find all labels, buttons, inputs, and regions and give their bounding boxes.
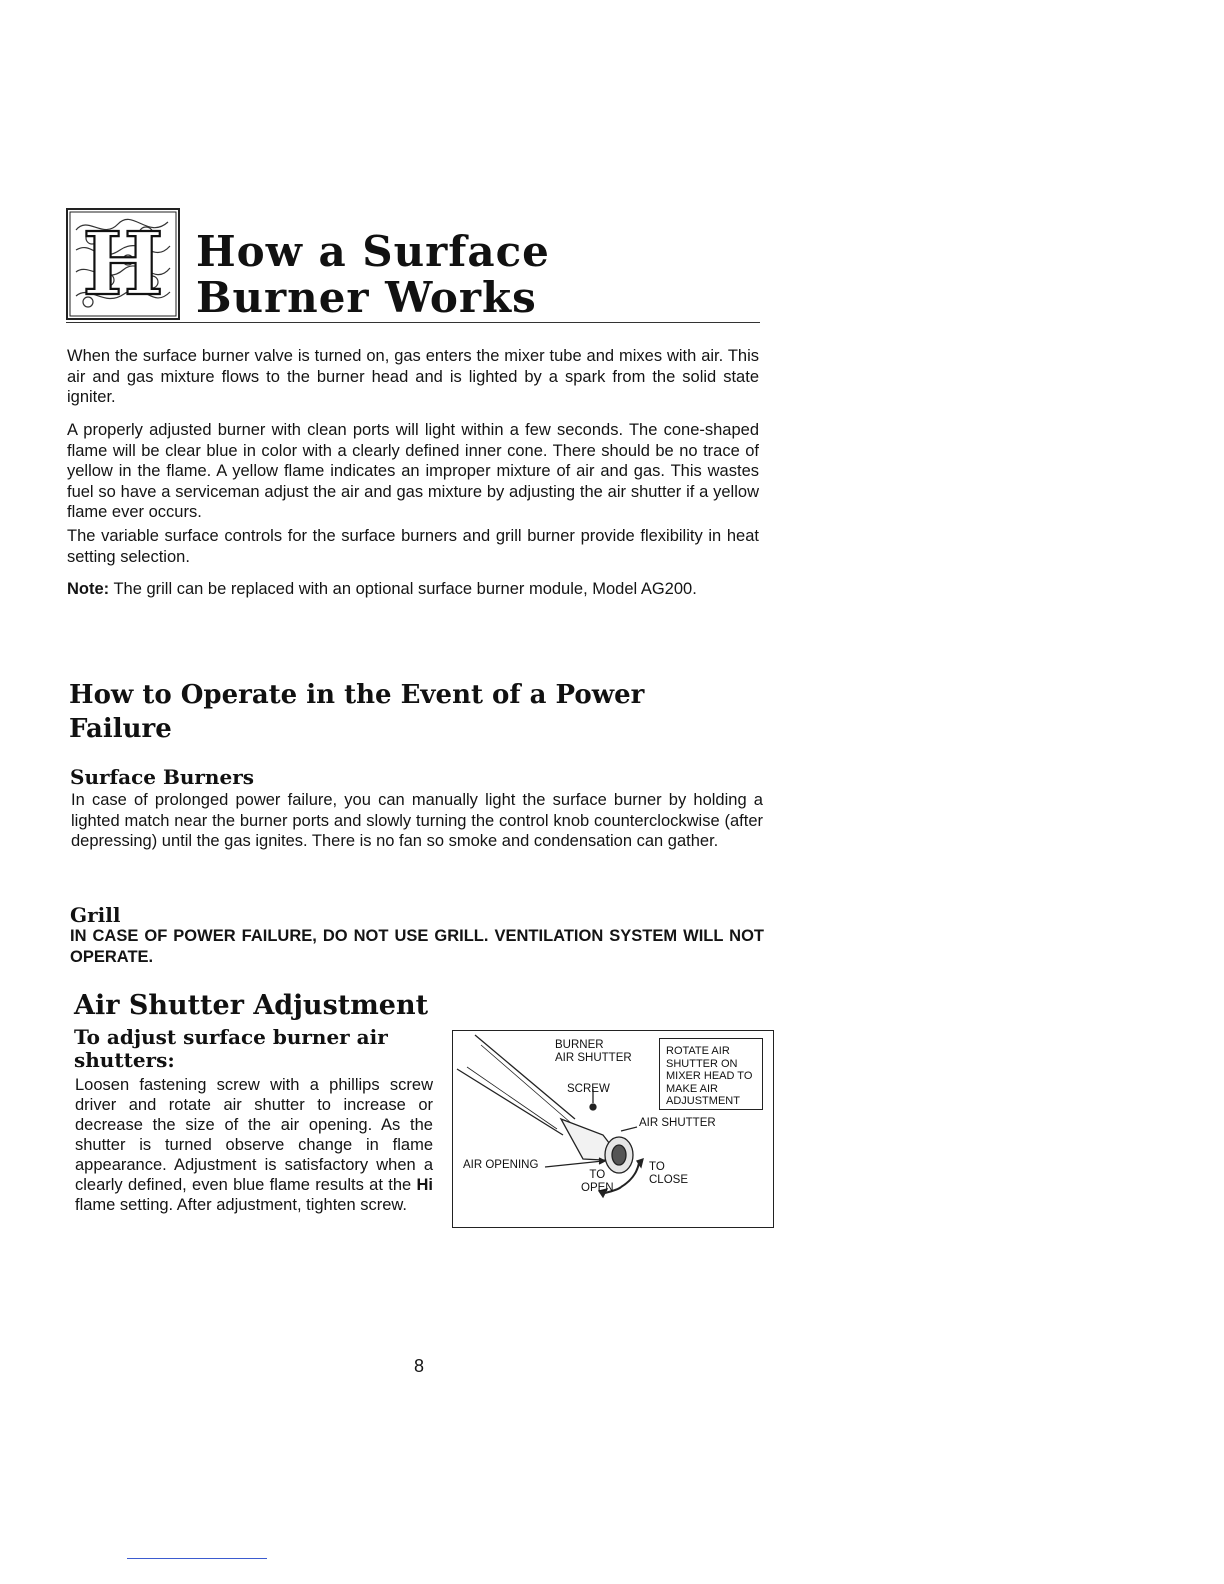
rotate-callout-text: ROTATE AIR SHUTTER ON MIXER HEAD TO MAKE AIR ADJUSTMENT xyxy=(666,1045,753,1107)
air-shutter-diagram xyxy=(452,1030,774,1228)
decorative-dropcap xyxy=(66,208,180,320)
page-title-line-1: How a Surface xyxy=(196,227,550,276)
svg-text:H: H xyxy=(82,214,164,315)
intro-paragraph-2: A properly adjusted burner with clean ports will light within a few seconds. The cone-shaped flame will be clear blue in color with a clearly defined inner cone. There should be no trace of yellow in the flame. A yellow flame indicates an improper mixture of air and gas. This wastes fuel so have a serviceman adjust the air and gas mixture by adjusting the air shutter if a yellow flame ever occurs. xyxy=(67,421,759,521)
ornament-icon xyxy=(68,210,178,318)
note-text: The grill can be replaced with an optional surface burner module, Model AG200. xyxy=(109,580,697,598)
note-paragraph xyxy=(67,579,759,600)
grill-heading: Grill xyxy=(70,903,121,927)
burner-air-shutter-label: BURNER AIR SHUTTER xyxy=(555,1039,632,1064)
instructions-part-1: Loosen fastening screw with a phillips screw driver and rotate air shutter to increase or decrease the size of the air opening. As the shutter is turned observe change in flame appearance. Adjustment is satisfactory when a clearly defined, even blue flame results at the xyxy=(75,1076,433,1194)
page-title-line-2: Burner Works xyxy=(196,273,537,322)
power-failure-heading-line-1: How to Operate in the Event of a Power xyxy=(69,680,645,710)
page-number: 8 xyxy=(414,1356,425,1376)
intro-paragraph-1: When the surface burner valve is turned on, gas enters the mixer tube and mixes with air. This air and gas mixture flows to the burner head and is lighted by a spark from the solid state igniter. xyxy=(67,347,759,406)
screw-label: SCREW xyxy=(567,1083,610,1095)
note-label: Note: xyxy=(67,580,110,598)
rotate-callout-box xyxy=(659,1038,763,1110)
air-shutter-subheading: To adjust surface burner air shutters: xyxy=(74,1025,388,1072)
to-open-label: TO OPEN xyxy=(581,1169,614,1194)
air-shutter-label: AIR SHUTTER xyxy=(639,1117,716,1129)
power-failure-heading-line-2: Failure xyxy=(69,714,172,744)
air-opening-label: AIR OPENING xyxy=(463,1159,539,1171)
air-shutter-instructions xyxy=(75,1075,433,1215)
instructions-part-2: flame setting. After adjustment, tighten screw. xyxy=(75,1196,407,1214)
to-close-label: TO CLOSE xyxy=(649,1161,688,1186)
grill-warning-text: IN CASE OF POWER FAILURE, DO NOT USE GRILL. VENTILATION SYSTEM WILL NOT OPERATE. xyxy=(70,927,764,966)
hi-setting-label: Hi xyxy=(416,1176,433,1194)
intro-paragraph-3: The variable surface controls for the surface burners and grill burner provide flexibility in heat setting selection. xyxy=(67,527,759,566)
air-shutter-heading: Air Shutter Adjustment xyxy=(74,990,429,1021)
footer-rule xyxy=(127,1558,267,1559)
surface-burners-heading: Surface Burners xyxy=(70,765,254,789)
surface-burners-text: In case of prolonged power failure, you can manually light the surface burner by holding a lighted match near the burner ports and slowly turning the control knob counterclockwise (after depressing) until the gas ignites. There is no fan so smoke and condensation can gather. xyxy=(71,791,763,850)
title-underline xyxy=(66,322,760,323)
